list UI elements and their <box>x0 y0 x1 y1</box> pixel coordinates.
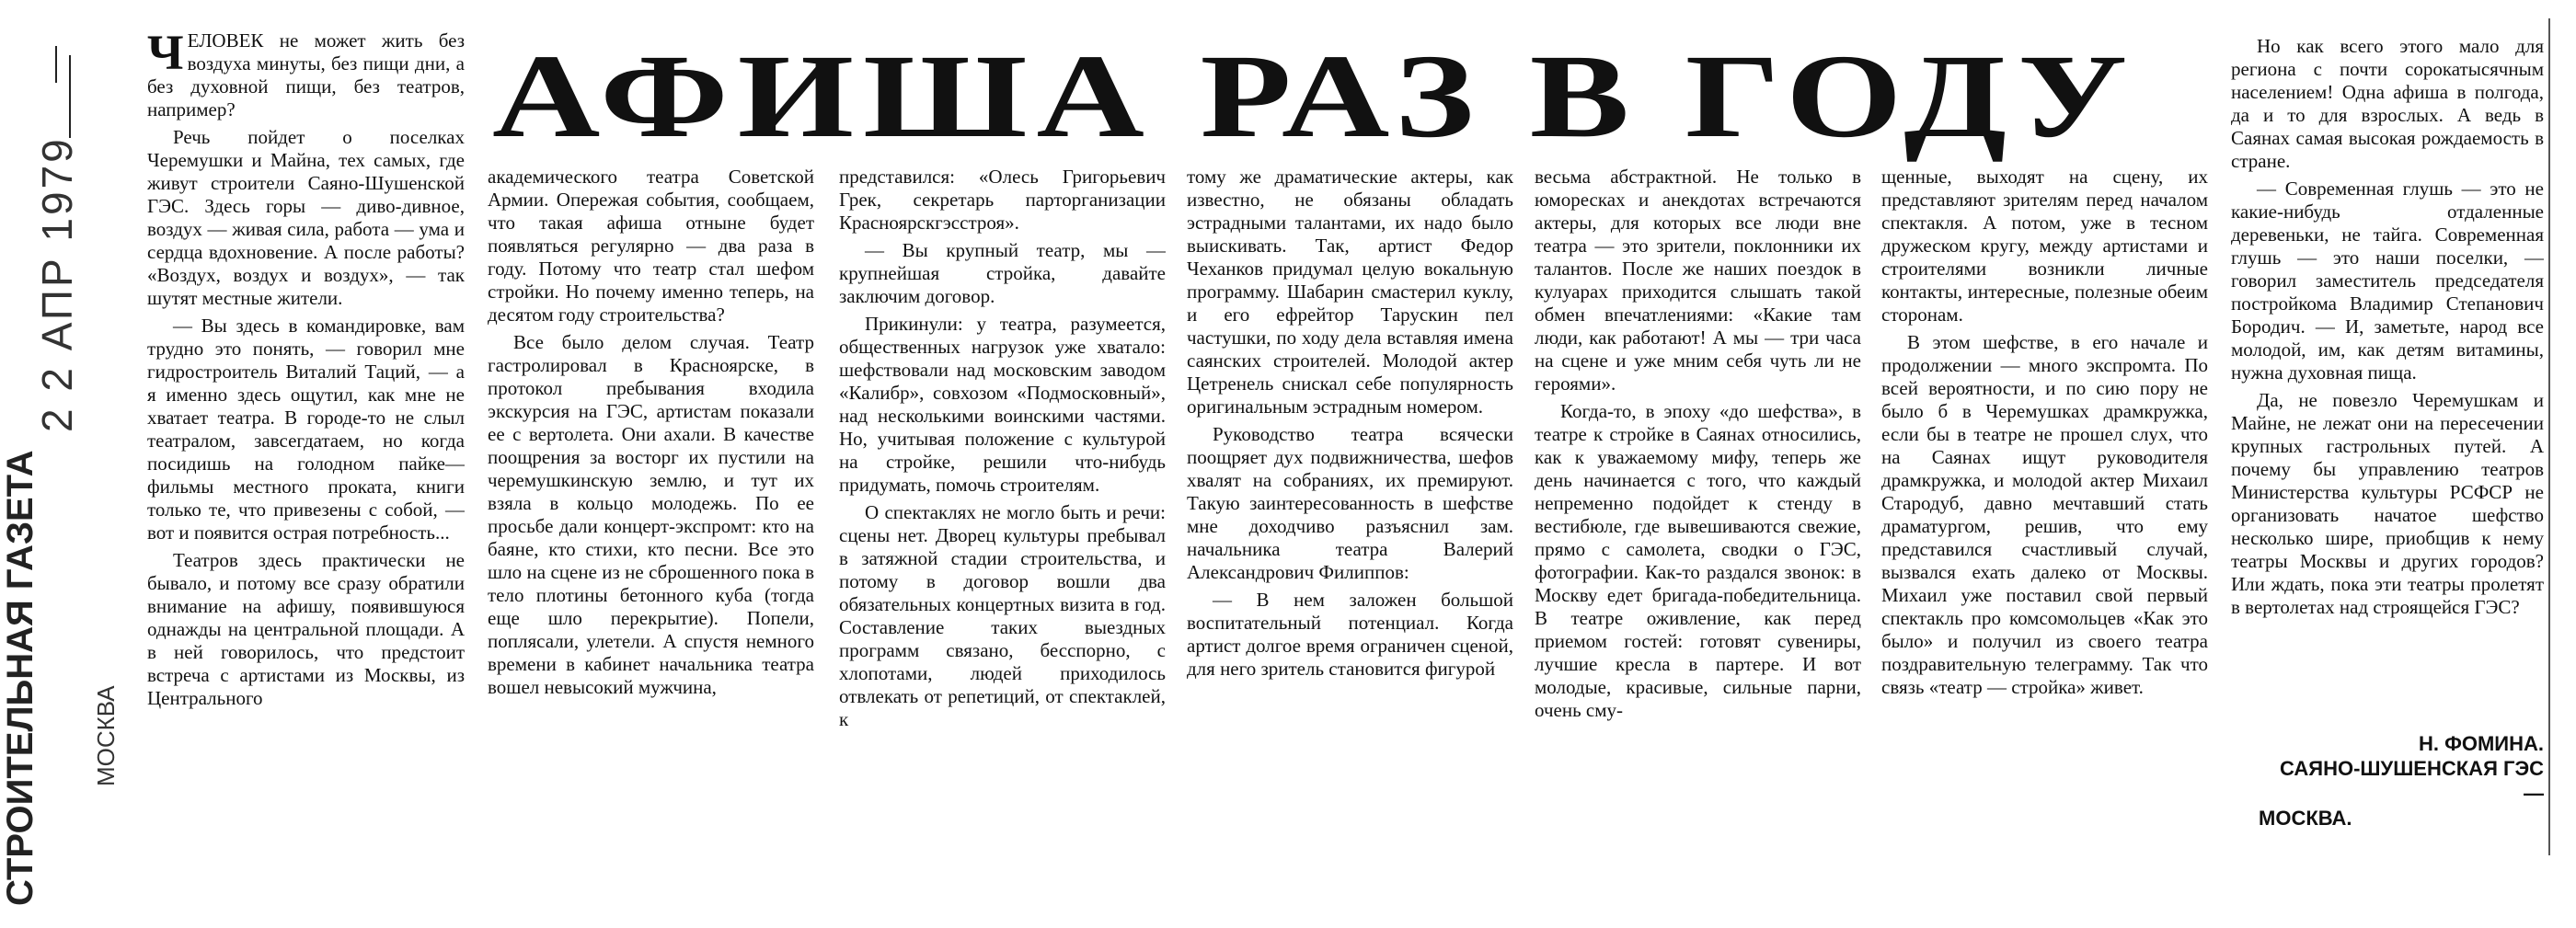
drop-cap: Ч <box>147 29 184 80</box>
paragraph: — Вы крупный театр, мы — крупнейшая стройка, давайте заключим договор. <box>839 239 1166 307</box>
paragraph: Но как всего этого мало для региона с почти сорокатысячным населением! Одна афиша в полгода, да и то для взрослых. А ведь в Саянах самая высокая рождаемость в стране. <box>2231 35 2544 172</box>
paragraph: — В нем заложен большой воспитательный потенциал. Когда артист долгое время ограничен сценой, для него зритель становится фигурой <box>1187 589 1513 680</box>
paragraph: — Современная глушь — это не какие-нибудь отдаленные деревеньки, не тайга. Современная глушь — это наши поселки, — говорил заместитель председателя постройкома Владимир Степанович Бородич. — И, заметьте, народ все молодой, им, как детям витамины, нужна духовная пища. <box>2231 178 2544 384</box>
article-signature <box>2259 731 2544 831</box>
paragraph: Прикинули: у театра, разумеется, общественных нагрузок уже хватало: шефствовали над московским заводом «Калибр», совхозом «Подмосковный», над несколькими воинскими частями. Но, учитывая положение с культурой на стройке, решили что-нибудь придумать, помочь строителям. <box>839 313 1166 496</box>
article-headline: АФИША РАЗ В ГОДУ <box>492 30 2137 163</box>
article-column-2 <box>488 166 814 820</box>
article-column-3 <box>839 166 1166 820</box>
paragraph: Когда-то, в эпоху «до шефства», в театре к стройке в Саянах относились, как к уважаемому мифу, теперь же день начинается с того, что каждый непременно подойдет к стенду в вестибюле, где вывешиваются свежие, прямо с самолета, сводки о ГЭС, фотографии. Как-то раздался звонок: в Москву едет бригада-победительница. В театре оживление, как перед приемом гостей: готовят сувениры, лучшие кресла в партере. И вот молодые, красивые, сильные парни, очень сму- <box>1535 400 1861 721</box>
paragraph: весьма абстрактной. Не только в юморесках и анекдотах встречаются актеры, для которых все люди вне театра — это зрители, поклонники их талантов. После же наших поездок в кулуарах приходится слышать такой обмен впечатлениями: «Какие там люди, как работают! А мы — три часа на сцене и уже мним себя чуть ли не героями». <box>1535 166 1861 395</box>
paragraph: тому же драматические актеры, как известно, не обязаны обладать эстрадными талантами, их надо было выискивать. Так, артист Федор Чеханков придумал целую вокальную программу. Шабарин смастерил куклу, и его ефрейтор Тарускин пел частушки, по ходу дела вставляя имена саянских строителей. Молодой актер Цетренель снискал себе популярность оригинальным эстрадным номером. <box>1187 166 1513 418</box>
city-stamp: МОСКВА <box>92 685 120 786</box>
dateline: САЯНО-ШУШЕНСКАЯ ГЭС — <box>2280 757 2544 805</box>
paragraph: — Вы здесь в командировке, вам трудно это понять, — говорил мне гидростроитель Виталий Таций, — а я именно здесь ощутил, как мне не хватает театра. В городе-то не слыл театралом, завсегдатаем, но когда посидишь на голодном пайке—фильмы местного проката, книги только те, что привезены с собой, — вот и появится острая потребность... <box>147 315 465 544</box>
dateline-city: МОСКВА. <box>2259 807 2352 830</box>
archive-stamp <box>0 0 138 928</box>
stamp-mark <box>69 55 71 138</box>
column-rule <box>2548 18 2550 855</box>
article-column-6 <box>1881 166 2208 820</box>
paragraph: академического театра Советской Армии. Опережая события, сообщаем, что такая афиша отныне будет появляться регулярно — два раза в году. Потому что театр стал шефом стройки. Но почему именно теперь, на десятом году строительства? <box>488 166 814 326</box>
paragraph: О спектаклях не могло быть и речи: сцены нет. Дворец культуры пребывал в затяжной стадии строительства, и потому в договор вошли два обязательных концертных визита в год. Составление таких выездных программ связано, бесспорно, с хлопотами, людей приходилось отвлекать от репетиций, от спектаклей, к <box>839 501 1166 730</box>
author-name: Н. ФОМИНА. <box>2418 732 2544 755</box>
paragraph: Все было делом случая. Театр гастролировал в Красноярске, в протокол пребывания входила экскурсия на ГЭС, артистам показали ее с вертолета. Они ахали. В качестве поощрения за восторг их пустили на черемушкинскую землю, и тут их взяла в кольцо молодежь. По ее просьбе дали концерт-экспромт: кто на баяне, кто стихи, кто песни. Все это шло на сцене из не сброшенного пока в тело плотины бетонного куба (тогда еще шло перекрытие). Попели, поплясали, улетели. А спустя немного времени в кабинет начальника театра вошел невысокий мужчина, <box>488 331 814 698</box>
newspaper-name-stamp: СТРОИТЕЛЬНАЯ ГАЗЕТА <box>0 450 40 906</box>
paragraph: Речь пойдет о поселках Черемушки и Майна, тех самых, где живут строители Саяно-Шушенской ГЭС. Здесь горы — диво-дивное, воздух — живая сила, работа — ума и сердца вдохновение. А после работы? «Воздух, воздух и воздух», — так шутят местные жители. <box>147 126 465 309</box>
article-column-7 <box>2231 35 2544 727</box>
stamp-mark <box>55 46 57 83</box>
paragraph: Да, не повезло Черемушкам и Майне, не лежат они на пересечении крупных гастрольных путей. А почему бы управлению театров Министерства культуры РСФСР не организовать начатое шефство несколько шире, приобщив к нему театры Москвы и других городов? Или ждать, пока эти театры пролетят в вертолетах над строящейся ГЭС? <box>2231 389 2544 618</box>
paragraph: Театров здесь практически не бывало, и потому все сразу обратили внимание на афишу, появившуюся однажды на центральной площади. А в ней говорилось, что предстоит встреча с артистами из Москвы, из Центрального <box>147 549 465 709</box>
article-column-5 <box>1535 166 1861 820</box>
paragraph: ЕЛОВЕК не может жить без воздуха минуты, без пищи дни, а без духовной пищи, без театров, например? <box>147 29 465 120</box>
received-date-stamp: 2 2 АПР 1979 <box>33 136 81 432</box>
paragraph: представился: «Олесь Григорьевич Грек, секретарь парторганизации Красноярскгэсстроя». <box>839 166 1166 234</box>
paragraph: щенные, выходят на сцену, их представляют зрителям перед началом спектакля. А потом, уже в тесном дружеском кругу, между артистами и строителями возникли личные контакты, интересные, полезные обеим сторонам. <box>1881 166 2208 326</box>
paragraph: Руководство театра всячески поощряет дух подвижничества, шефов хвалят на собраниях, их премируют. Такую заинтересованность в шефстве мне доходчиво разъяснил зам. начальника театра Валерий Александрович Филиппов: <box>1187 423 1513 583</box>
article-column-4 <box>1187 166 1513 820</box>
paragraph: В этом шефстве, в его начале и продолжении — много экспромта. По всей вероятности, и по сию пору не было б в Черемушках драмкружка, если бы в театре не прошел слух, что на Саянах ищут руководителя драмкружка, и молодой актер Михаил Стародуб, давно мечтавший стать драматургом, решив, что ему представился счастливый случай, вызвался ехать далеко от Москвы. Михаил уже поставил свой первый спектакль про комсомольцев «Как это было» и получил из своего театра поздравительную телеграмму. Так что связь «театр — стройка» живет. <box>1881 331 2208 698</box>
article-column-1 <box>147 29 465 820</box>
